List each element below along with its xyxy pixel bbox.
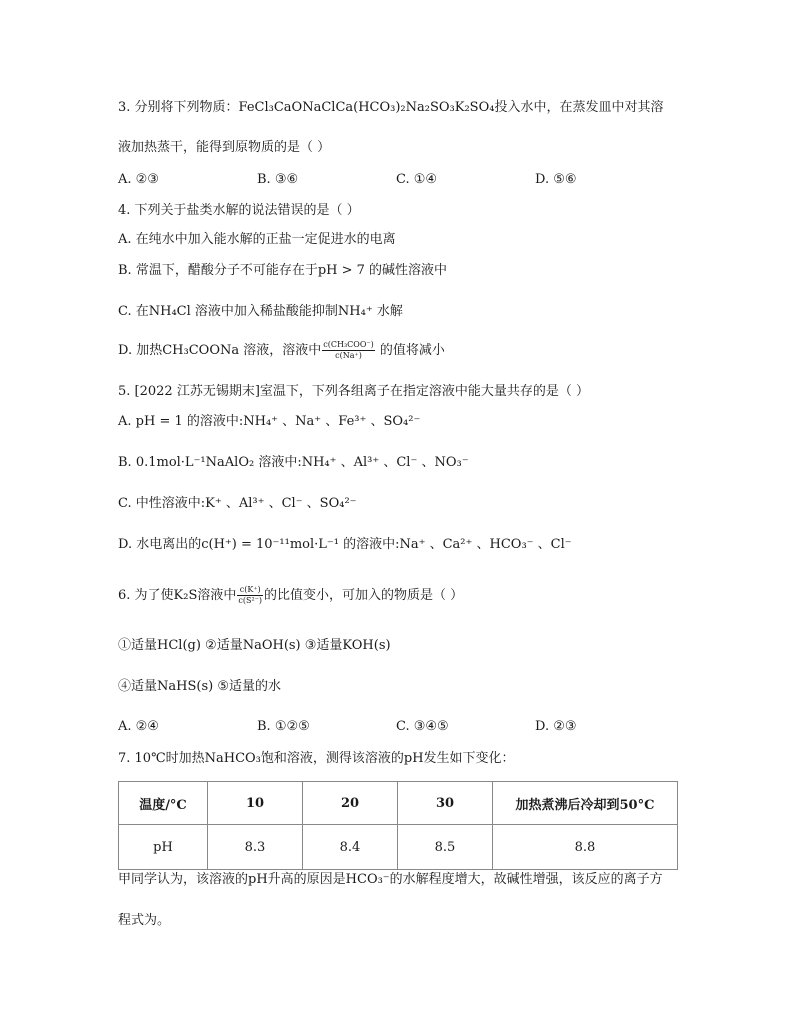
q5-stem: 5. [2022 江苏无锡期末]室温下，下列各组离子在指定溶液中能大量共存的是（ ） xyxy=(118,384,590,399)
q7-stem: 7. 10℃时加热NaHCO₃饱和溶液，测得该溶液的pH发生如下变化： xyxy=(118,751,515,766)
q6-stem-suffix: 的比值变小，可加入的物质是（ ） xyxy=(264,588,464,603)
q3-option-c: C. ①④ xyxy=(396,172,438,187)
q6-fraction-numerator: c(K⁺) xyxy=(237,585,263,596)
table-header-cell: 10 xyxy=(208,782,303,825)
q7-data-table xyxy=(118,781,678,870)
q3-stem-line1: 3. 分别将下列物质：FeCl₃CaONaClCa(HCO₃)₂Na₂SO₃K₂SO₄投入水中，在蒸发皿中对其溶 xyxy=(118,100,664,115)
table-cell: 8.8 xyxy=(493,825,678,870)
q5-option-a: A. pH = 1 的溶液中:NH₄⁺ 、Na⁺ 、Fe³⁺ 、SO₄²⁻ xyxy=(118,414,421,429)
q6-option-c: C. ③④⑤ xyxy=(396,719,449,734)
q3-options xyxy=(118,170,678,190)
q4-fraction xyxy=(322,340,375,361)
q4-fraction-numerator: c(CH₃COO⁻) xyxy=(323,340,374,349)
table-header-cell: 加热煮沸后冷却到50°C xyxy=(493,782,678,825)
q5-option-b: B. 0.1mol·L⁻¹NaAlO₂ 溶液中:NH₄⁺ 、Al³⁺ 、Cl⁻ 、NO₃⁻ xyxy=(118,455,469,470)
table-header-cell: 30 xyxy=(398,782,493,825)
q3-stem-line2: 液加热蒸干，能得到原物质的是（ ） xyxy=(118,140,331,155)
q6-option-a: A. ②④ xyxy=(118,719,159,734)
q4-option-b: B. 常温下，醋酸分子不可能存在于pH > 7 的碱性溶液中 xyxy=(118,263,448,278)
q7-followup-line2: 程式为。 xyxy=(118,913,171,928)
q5-option-d: D. 水电离出的c(H⁺) = 10⁻¹¹mol·L⁻¹ 的溶液中:Na⁺ 、Ca²⁺ 、HCO₃⁻ 、Cl⁻ xyxy=(118,537,572,552)
q4-fraction-denominator: c(Na⁺) xyxy=(335,351,362,360)
q4-option-d-prefix: D. 加热CH₃COONa 溶液，溶液中 xyxy=(118,343,322,358)
q6-option-b: B. ①②⑤ xyxy=(257,719,310,734)
q6-options xyxy=(118,717,678,737)
q4-option-d xyxy=(118,340,445,361)
table-row xyxy=(119,825,678,870)
q4-option-d-suffix: 的值将减小 xyxy=(375,343,445,358)
q3-option-a: A. ②③ xyxy=(118,172,159,187)
q6-option-d: D. ②③ xyxy=(535,719,577,734)
q6-fraction xyxy=(237,585,263,606)
q6-stem-prefix: 6. 为了使K₂S溶液中 xyxy=(118,588,237,603)
table-cell: 8.4 xyxy=(303,825,398,870)
table-cell: pH xyxy=(119,825,208,870)
q6-items-line1: ①适量HCl(g) ②适量NaOH(s) ③适量KOH(s) xyxy=(118,638,391,653)
q7-followup-line1: 甲同学认为，该溶液的pH升高的原因是HCO₃⁻的水解程度增大，故碱性增强，该反应的离子方 xyxy=(118,872,663,887)
table-cell: 8.3 xyxy=(208,825,303,870)
q3-option-b: B. ③⑥ xyxy=(257,172,299,187)
q3-option-d: D. ⑤⑥ xyxy=(535,172,577,187)
table-header-cell: 20 xyxy=(303,782,398,825)
table-cell: 8.5 xyxy=(398,825,493,870)
table-header-cell: 温度/°C xyxy=(119,782,208,825)
table-header-row xyxy=(119,782,678,825)
q6-items-line2: ④适量NaHS(s) ⑤适量的水 xyxy=(118,679,281,694)
q6-fraction-denominator: c(S²⁻) xyxy=(238,596,263,605)
q6-stem xyxy=(118,585,463,606)
q4-option-c: C. 在NH₄Cl 溶液中加入稀盐酸能抑制NH₄⁺ 水解 xyxy=(118,304,403,319)
q5-option-c: C. 中性溶液中:K⁺ 、Al³⁺ 、Cl⁻ 、SO₄²⁻ xyxy=(118,496,357,511)
q4-option-a: A. 在纯水中加入能水解的正盐一定促进水的电离 xyxy=(118,232,396,247)
q4-stem: 4. 下列关于盐类水解的说法错误的是（ ） xyxy=(118,203,360,218)
